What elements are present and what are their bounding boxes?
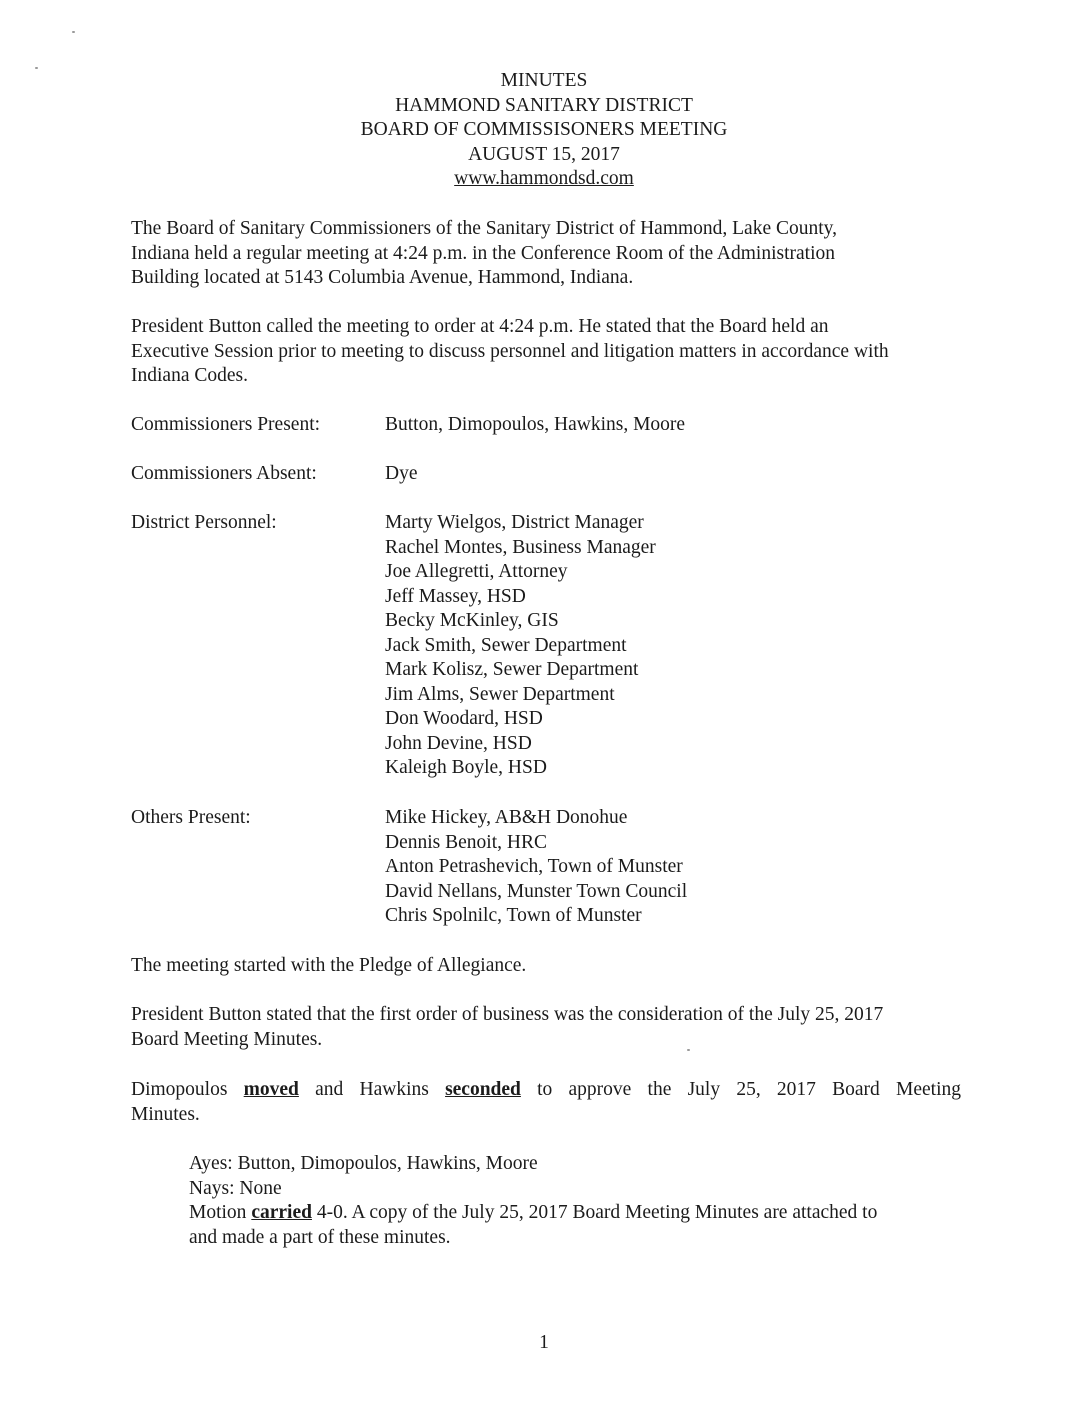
commissioners-absent-label: Commissioners Absent: [131,463,317,484]
others-present-label: Others Present: [131,807,251,828]
personnel-item: Becky McKinley, GIS [385,610,559,631]
header-url: www.hammondsd.com [454,168,634,189]
intro-paragraph [131,217,961,291]
personnel-item: Don Woodard, HSD [385,708,543,729]
district-personnel-list [385,511,656,781]
personnel-item: Rachel Montes, Business Manager [385,536,656,558]
personnel-item: Jeff Massey, HSD [385,585,526,607]
document-header [0,69,1088,192]
others-item: Anton Petrashevich, Town of Munster [385,856,683,877]
motion-text: Dimopoulos [131,1079,244,1100]
others-item: Dennis Benoit, HRC [385,831,547,853]
district-personnel-label: District Personnel: [131,512,277,533]
others-item: David Nellans, Munster Town Council [385,880,688,902]
first-order-paragraph [131,1003,961,1052]
vote-result-text: 4-0. A copy of the July 25, 2017 Board Meeting Minutes are attached to [311,1202,878,1223]
call-to-order-line: Executive Session prior to meeting to discuss personnel and litigation matters in accordance with [131,340,889,362]
motion-paragraph [131,1078,961,1127]
vote-result [189,1201,961,1226]
commissioners-present-value: Button, Dimopoulos, Hawkins, Moore [385,414,686,435]
first-order-line: Board Meeting Minutes. [131,1028,323,1050]
personnel-item: Jim Alms, Sewer Department [385,683,615,705]
scan-speck [72,31,75,33]
commissioners-absent-value: Dye [385,463,418,484]
pledge-paragraph: The meeting started with the Pledge of Allegiance. [131,955,527,976]
others-item: Mike Hickey, AB&H Donohue [385,807,628,828]
motion-text: and Hawkins [298,1079,446,1100]
personnel-item: Marty Wielgos, District Manager [385,512,644,533]
carried-keyword: carried [251,1202,312,1223]
moved-keyword: moved [243,1079,299,1100]
intro-line: Indiana held a regular meeting at 4:24 p.m. in the Conference Room of the Administration [131,242,835,264]
commissioners-present-label: Commissioners Present: [131,414,321,435]
vote-result-text: Motion [189,1202,252,1223]
header-organization: HAMMOND SANITARY DISTRICT [395,94,693,116]
personnel-item: Kaleigh Boyle, HSD [385,757,547,778]
seconded-keyword: seconded [445,1079,521,1100]
motion-line: Minutes. [131,1103,200,1125]
personnel-item: Jack Smith, Sewer Department [385,634,627,656]
others-present-list [385,806,687,929]
personnel-item: Joe Allegretti, Attorney [385,561,568,582]
header-date: AUGUST 15, 2017 [468,143,620,165]
vote-result-continuation: and made a part of these minutes. [189,1226,451,1248]
personnel-item: John Devine, HSD [385,732,532,754]
call-to-order-line: Indiana Codes. [131,365,248,386]
page-number: 1 [539,1332,549,1353]
motion-line [131,1078,961,1103]
vote-ayes: Ayes: Button, Dimopoulos, Hawkins, Moore [189,1153,538,1174]
others-item: Chris Spolnilc, Town of Munster [385,905,642,926]
first-order-line: President Button stated that the first order of business was the consideration of the July 25, 2017 [131,1004,884,1025]
call-to-order-paragraph [131,315,961,389]
header-title: MINUTES [500,70,588,91]
intro-line: The Board of Sanitary Commissioners of the Sanitary District of Hammond, Lake County, [131,218,838,239]
vote-nays: Nays: None [189,1177,282,1199]
vote-block [189,1152,961,1250]
intro-line: Building located at 5143 Columbia Avenue, Hammond, Indiana. [131,267,634,288]
header-meeting: BOARD OF COMMISSISONERS MEETING [360,119,728,140]
motion-text: to approve the July 25, 2017 Board Meeting [520,1079,961,1100]
personnel-item: Mark Kolisz, Sewer Department [385,659,639,680]
call-to-order-line: President Button called the meeting to order at 4:24 p.m. He stated that the Board held an [131,316,829,337]
